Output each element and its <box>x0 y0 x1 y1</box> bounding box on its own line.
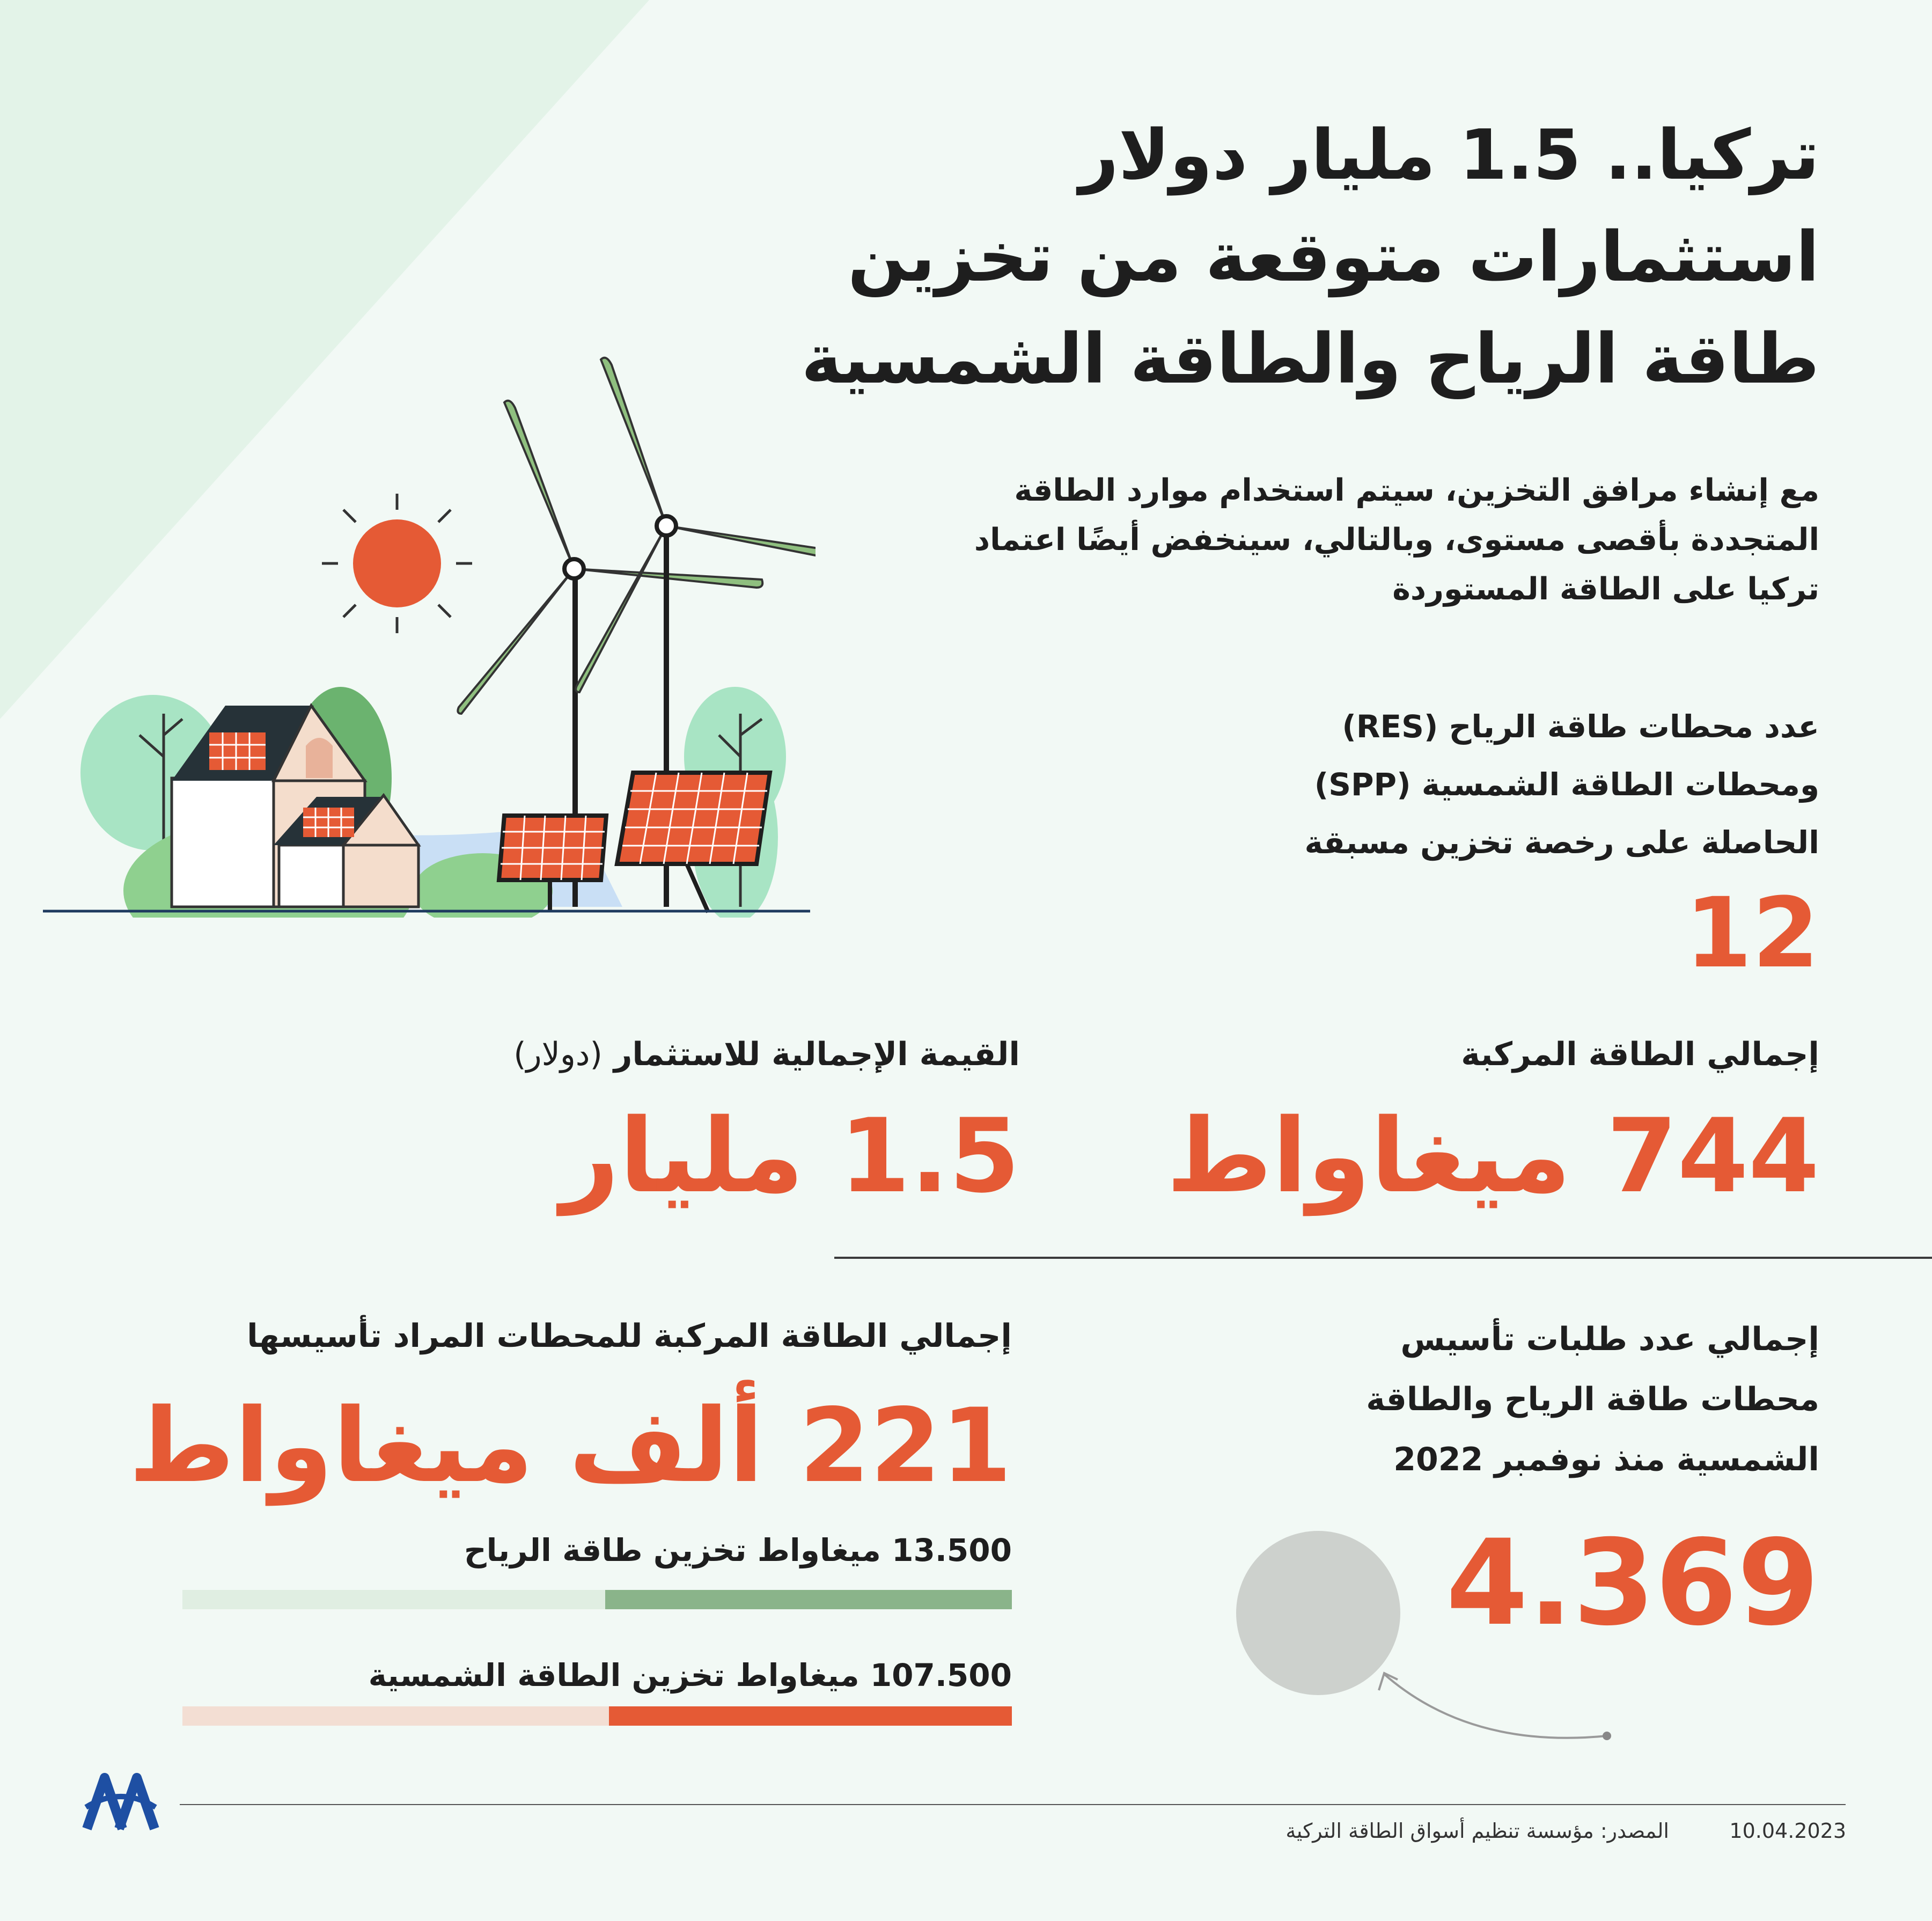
wind-storage-label: 13.500 ميغاواط تخزين طاقة الرياح <box>464 1532 1012 1568</box>
stations-value: 12 <box>1685 877 1819 989</box>
solar-storage-bar-track <box>182 1706 1012 1726</box>
requests-value: 4.369 <box>1446 1514 1819 1652</box>
svg-text:AA: AA <box>80 1764 82 1765</box>
intro-line: المتجددة بأقصى مستوى، وبالتالي، سينخفض أيضًا اعتماد <box>974 522 1819 558</box>
intro-paragraph <box>800 466 1819 614</box>
installed-capacity-value: 744 ميغاواط <box>1166 1097 1819 1215</box>
solar-storage-label: 107.500 ميغاواط تخزين الطاقة الشمسية <box>368 1657 1012 1693</box>
requests-label-line: محطات طاقة الرياح والطاقة <box>1366 1381 1819 1418</box>
intro-line: تركيا على الطاقة المستوردة <box>1392 571 1819 607</box>
renewable-energy-illustration <box>43 349 816 918</box>
investment-label <box>513 1036 1020 1073</box>
stations-label-line: ومحطات الطاقة الشمسية (SPP) <box>1314 766 1819 803</box>
stations-label <box>1283 698 1819 871</box>
stations-label-line: الحاصلة على رخصة تخزين مسبقة <box>1304 824 1819 861</box>
footer-divider <box>180 1804 1846 1805</box>
requests-label <box>1283 1309 1819 1490</box>
investment-label-text: القيمة الإجمالية للاستثمار <box>613 1036 1020 1073</box>
investment-value: 1.5 مليار <box>560 1097 1020 1215</box>
investment-unit: (دولار) <box>513 1036 603 1073</box>
wind-storage-bar-track <box>182 1590 1012 1609</box>
title-line: طاقة الرياح والطاقة الشمسية <box>801 319 1819 399</box>
curved-arrow-icon <box>1373 1663 1620 1755</box>
planned-capacity-value: 221 ألف ميغاواط <box>129 1387 1012 1505</box>
requests-label-line: إجمالي عدد طلبات تأسيس <box>1400 1321 1819 1358</box>
stations-label-line: عدد محطات طاقة الرياح (RES) <box>1342 708 1819 745</box>
source-text: المصدر: مؤسسة تنظيم أسواق الطاقة التركية <box>1285 1819 1669 1843</box>
intro-line: مع إنشاء مرافق التخزين، سيتم استخدام موارد الطاقة <box>1014 473 1819 508</box>
wind-storage-bar-fill <box>605 1590 1012 1609</box>
date-text: 10.04.2023 <box>1729 1819 1846 1843</box>
planned-capacity-label: إجمالي الطاقة المركبة للمحطات المراد تأسيسها <box>247 1317 1012 1355</box>
solar-storage-bar-fill <box>609 1706 1012 1726</box>
section-divider <box>834 1257 1932 1259</box>
installed-capacity-label: إجمالي الطاقة المركبة <box>1461 1036 1819 1073</box>
anadolu-agency-logo <box>80 1764 161 1834</box>
title-line: استثمارات متوقعة من تخزين <box>847 217 1819 297</box>
requests-label-line: الشمسية منذ نوفمبر 2022 <box>1393 1441 1819 1478</box>
sun-icon <box>322 494 472 633</box>
title-line: تركيا.. 1.5 مليار دولار <box>1079 115 1819 195</box>
